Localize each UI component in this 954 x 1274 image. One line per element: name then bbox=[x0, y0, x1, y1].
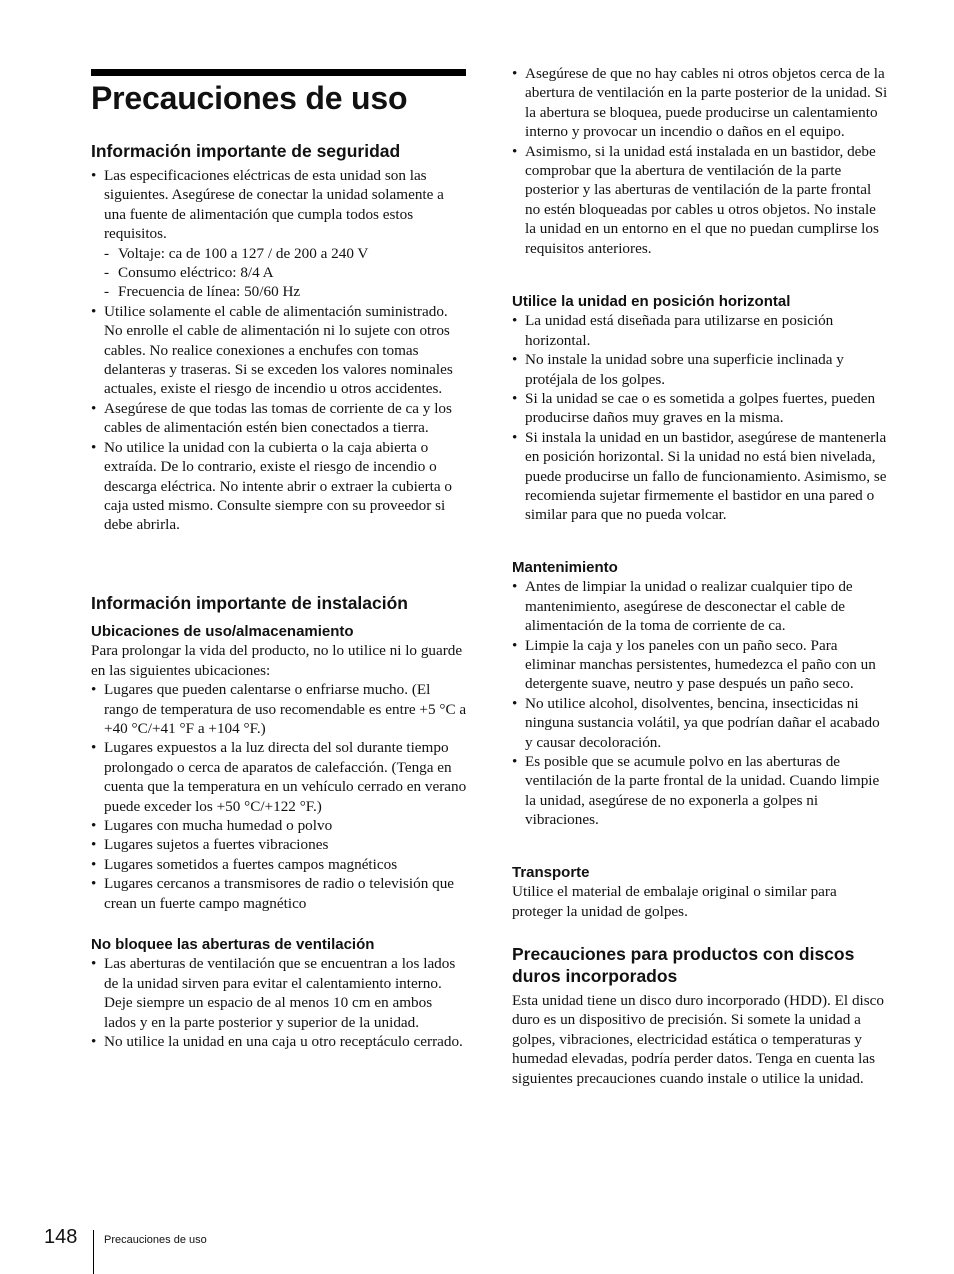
running-title: Precauciones de uso bbox=[104, 1234, 207, 1246]
locations-list bbox=[91, 680, 467, 913]
horizontal-list bbox=[512, 311, 888, 524]
horizontal-section bbox=[512, 292, 888, 525]
list-item: • Si instala la unidad en un bastidor, asegúrese de mantenerla en posición horizontal. Si la unidad no está bien nivelada, puede producirse un fallo de funcionamiento. Asimismo, se recomienda sujetar firmemente el bastidor en una pared o similar para que no pueda volcar. bbox=[512, 428, 888, 525]
page-title: Precauciones de uso bbox=[91, 80, 408, 116]
page-number: 148 bbox=[44, 1226, 78, 1248]
list-item: • Lugares que pueden calentarse o enfriarse mucho. (El rango de temperatura de uso recomendable es entre +5 °C a +40 °C/+41 °F a +104 °F.) bbox=[91, 680, 467, 738]
hdd-section bbox=[512, 943, 888, 1088]
maintenance-section bbox=[512, 558, 888, 830]
footer-divider bbox=[93, 1230, 94, 1274]
ventilation-heading: No bloquee las aberturas de ventilación bbox=[91, 936, 375, 953]
install-section bbox=[91, 592, 467, 913]
list-item: • Las especificaciones eléctricas de esta unidad son las siguientes. Asegúrese de conectar la unidad solamente a una fuente de alimentación que cumpla todos estos requisitos. - Voltaje: ca de 100 a 127 / de 200 a 240 V - Consumo eléctrico: 8/4 A - Frecuencia de línea: 50/60 Hz bbox=[91, 166, 467, 302]
list-item: • No utilice la unidad en una caja u otro receptáculo cerrado. bbox=[91, 1032, 467, 1051]
install-heading: Información importante de instalación bbox=[91, 593, 408, 613]
list-item: • No utilice alcohol, disolventes, bencina, insecticidas ni ninguna sustancia volátil, ya que podrían dañar el acabado y causar decoloración. bbox=[512, 694, 888, 752]
maintenance-heading: Mantenimiento bbox=[512, 559, 618, 576]
transport-text: Utilice el material de embalaje original o similar para proteger la unidad de golpes. bbox=[512, 883, 837, 920]
list-item: • Lugares sometidos a fuertes campos magnéticos bbox=[91, 855, 467, 874]
list-item: • Limpie la caja y los paneles con un paño seco. Para eliminar manchas persistentes, humedezca el paño con un detergente suave, neutro y pase después un paño seco. bbox=[512, 636, 888, 694]
title-rule bbox=[91, 69, 466, 76]
list-item: • No utilice la unidad con la cubierta o la caja abierta o extraída. De lo contrario, existe el riesgo de incendio o descarga eléctrica. No intente abrir o extraer la cubierta o caja usted mismo. Consulte siempre con su proveedor si debe abrirla. bbox=[91, 438, 467, 535]
list-item: • Asimismo, si la unidad está instalada en un bastidor, debe comprobar que la abertura de ventilación de la parte posterior y las aberturas de ventilación de la parte frontal no estén bloqueadas por cables u otros objetos. No instale la unidad en un entorno en el que no puedan cumplirse los requisitos anteriores. bbox=[512, 142, 888, 258]
list-item: • Utilice solamente el cable de alimentación suministrado. No enrolle el cable de alimentación ni lo sujete con otros cables. No realice conexiones a enchufes con tomas delanteras y traseras. Si se exceden los valores nominales actuales, existe el riesgo de incendio u otros accidentes. bbox=[91, 302, 467, 399]
list-item: • La unidad está diseñada para utilizarse en posición horizontal. bbox=[512, 311, 888, 350]
locations-intro: Para prolongar la vida del producto, no lo utilice ni lo guarde en las siguientes ubicaciones: bbox=[91, 642, 463, 679]
transport-section bbox=[512, 863, 888, 921]
list-item: • Es posible que se acumule polvo en las aberturas de ventilación de la parte frontal de la unidad. Cuando limpie la unidad, asegúrese de no exponerla a golpes ni vibraciones. bbox=[512, 752, 888, 830]
list-item: • Lugares cercanos a transmisores de radio o televisión que crean un fuerte campo magnético bbox=[91, 874, 467, 913]
transport-heading: Transporte bbox=[512, 864, 590, 881]
hdd-text: Esta unidad tiene un disco duro incorporado (HDD). El disco duro es un dispositivo de precisión. Si somete la unidad a golpes, vibraciones, electricidad estática o temperaturas y humedad elevadas, podría perder datos. Tenga en cuenta las siguientes precauciones cuando instale o utilice la unidad. bbox=[512, 992, 885, 1087]
ventilation-list-continued bbox=[512, 64, 888, 258]
list-item: • Si la unidad se cae o es sometida a golpes fuertes, pueden producirse daños muy graves en la misma. bbox=[512, 389, 888, 428]
maintenance-list bbox=[512, 577, 888, 829]
list-item: • No instale la unidad sobre una superficie inclinada y protéjala de los golpes. bbox=[512, 350, 888, 389]
list-item: • Lugares con mucha humedad o polvo bbox=[91, 816, 467, 835]
spec-list bbox=[104, 244, 467, 302]
list-item: • Las aberturas de ventilación que se encuentran a los lados de la unidad sirven para evitar el calentamiento interno. Deje siempre un espacio de al menos 10 cm en ambos lados y en la parte posterior y superior de la unidad. bbox=[91, 954, 467, 1032]
ventilation-list bbox=[91, 954, 467, 1051]
list-item: • Asegúrese de que no hay cables ni otros objetos cerca de la abertura de ventilación en la parte posterior de la unidad. Si la abertura se bloquea, puede producirse un calentamiento interno y provocar un incendio o daños en el equipo. bbox=[512, 64, 888, 142]
list-item: • Antes de limpiar la unidad o realizar cualquier tipo de mantenimiento, asegúrese de desconectar el cable de alimentación de la toma de corriente de ca. bbox=[512, 577, 888, 635]
spec-item: - Consumo eléctrico: 8/4 A bbox=[104, 263, 467, 282]
locations-heading: Ubicaciones de uso/almacenamiento bbox=[91, 623, 354, 640]
spec-item: - Frecuencia de línea: 50/60 Hz bbox=[104, 282, 467, 301]
list-item: • Asegúrese de que todas las tomas de corriente de ca y los cables de alimentación estén bien conectados a tierra. bbox=[91, 399, 467, 438]
ventilation-continued bbox=[512, 64, 888, 258]
safety-heading: Información importante de seguridad bbox=[91, 141, 401, 161]
safety-section bbox=[91, 140, 467, 535]
list-item: • Lugares expuestos a la luz directa del sol durante tiempo prolongado o cerca de aparatos de calefacción. (Tenga en cuenta que la temperatura en un vehículo cerrado en verano puede exceder los +50 °C/+122 °F.) bbox=[91, 738, 467, 816]
horizontal-heading: Utilice la unidad en posición horizontal bbox=[512, 293, 791, 310]
safety-list bbox=[91, 166, 467, 535]
hdd-heading: Precauciones para productos con discos duros incorporados bbox=[512, 944, 855, 986]
ventilation-section bbox=[91, 935, 467, 1051]
spec-item: - Voltaje: ca de 100 a 127 / de 200 a 240 V bbox=[104, 244, 467, 263]
list-item: • Lugares sujetos a fuertes vibraciones bbox=[91, 835, 467, 854]
